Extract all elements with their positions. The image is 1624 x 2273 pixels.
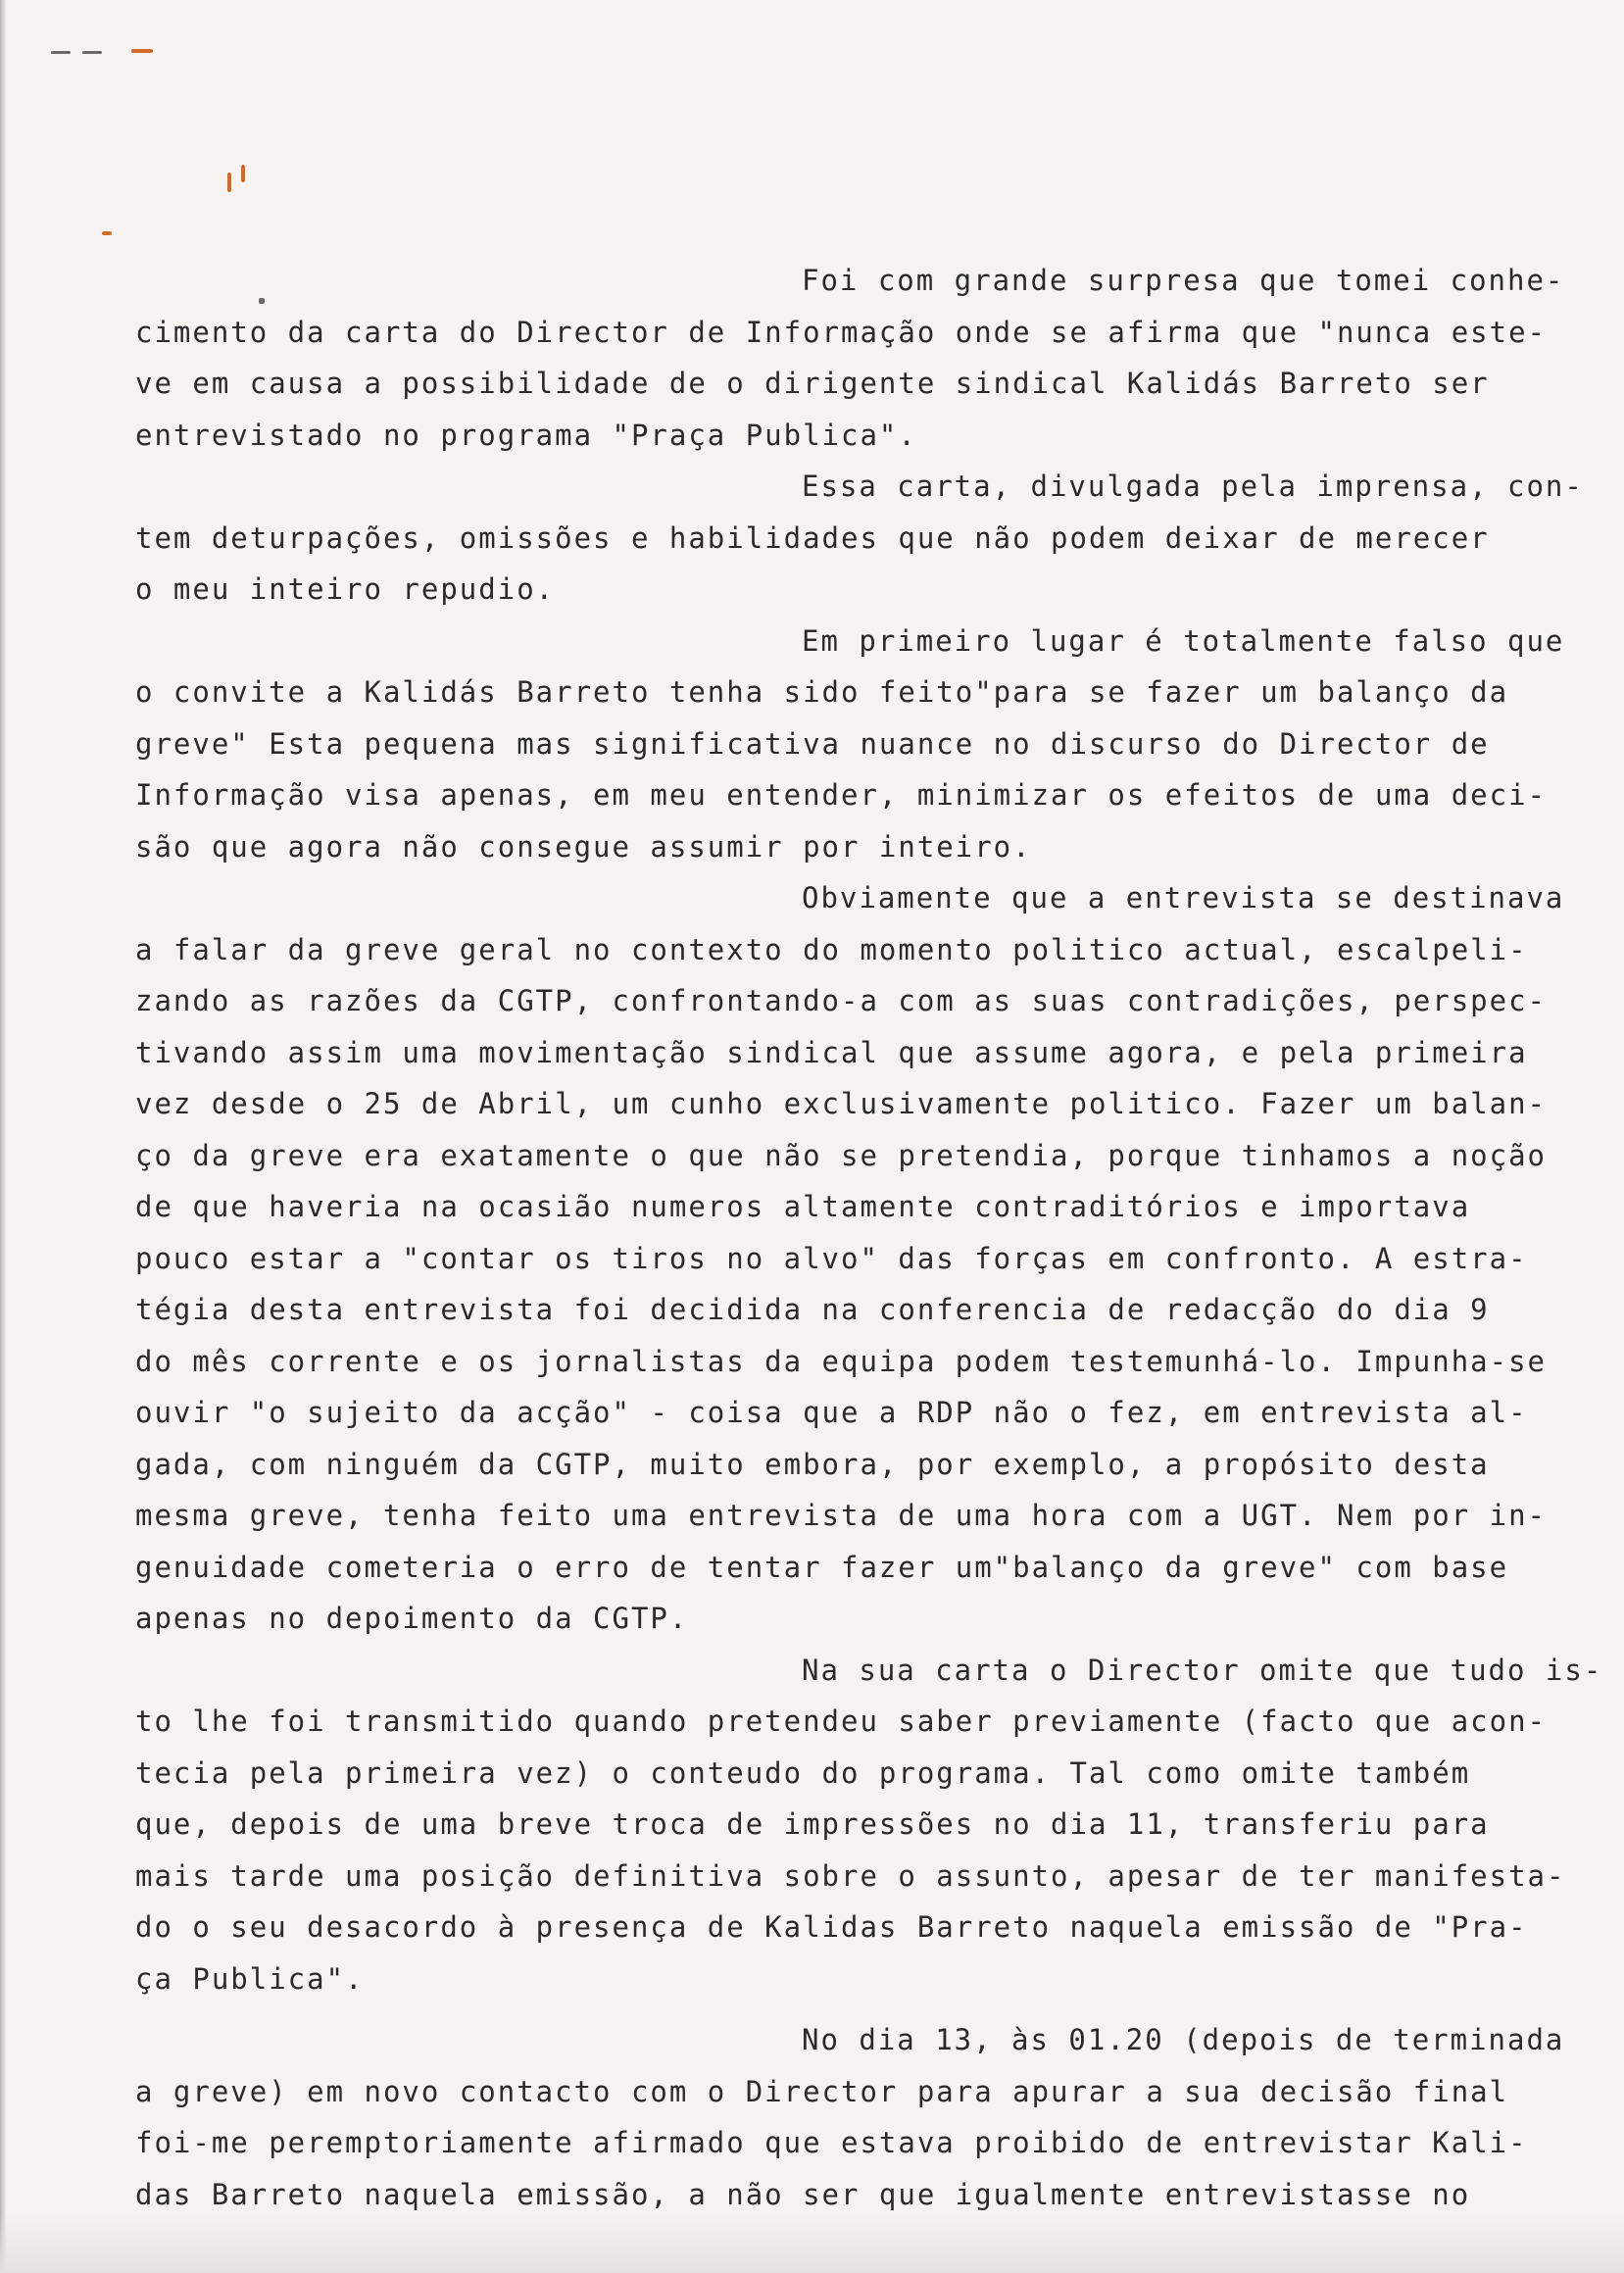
pen-mark-left-margin — [227, 173, 231, 192]
typed-line: vez desde o 25 de Abril, um cunho exclusivamente politico. Fazer um balan- — [135, 1087, 1548, 1120]
typed-line: do mês corrente e os jornalistas da equipa podem testemunhá-lo. Impunha-se — [135, 1344, 1548, 1378]
typed-line: tégia desta entrevista foi decidida na conferencia de redacção do dia 9 — [135, 1293, 1490, 1326]
typed-line: mesma greve, tenha feito uma entrevista de uma hora com a UGT. Nem por in- — [135, 1499, 1548, 1532]
typed-line: ve em causa a possibilidade de o dirigente sindical Kalidás Barreto ser — [135, 367, 1490, 400]
typed-line: Em primeiro lugar é totalmente falso que — [802, 623, 1565, 658]
typed-line: Obviamente que a entrevista se destinava — [802, 881, 1565, 914]
typed-line: Essa carta, divulgada pela imprensa, con- — [802, 469, 1584, 503]
typed-line: tecia pela primeira vez) o conteudo do programa. Tal como omite também — [135, 1755, 1471, 1790]
typed-line: entrevistado no programa "Praça Publica". — [135, 418, 917, 452]
typed-line: do o seu desacordo à presença de Kalidas Barreto naquela emissão de "Pra- — [135, 1910, 1528, 1944]
typed-line: zando as razões da CGTP, confrontando-a com as suas contradições, perspec- — [135, 984, 1548, 1017]
pen-mark-top-left — [82, 51, 102, 54]
typed-line: o meu inteiro repudio. — [135, 572, 556, 606]
typed-line: cimento da carta do Director de Informação onde se afirma que "nunca este- — [135, 315, 1548, 349]
pen-mark-left-margin — [241, 165, 245, 182]
typed-line: são que agora não consegue assumir por inteiro. — [135, 829, 1032, 864]
pen-mark-left-margin — [102, 231, 112, 235]
letter-body — [135, 255, 1605, 2220]
typed-line: gada, com ninguém da CGTP, muito embora, por exemplo, a propósito desta — [135, 1447, 1490, 1481]
typed-line: a falar da greve geral no contexto do momento politico actual, escalpeli- — [135, 932, 1528, 966]
typed-line: tem deturpações, omissões e habilidades que não podem deixar de merecer — [135, 520, 1490, 555]
typed-line: apenas no depoimento da CGTP. — [135, 1602, 689, 1635]
typed-line: ça Publica". — [135, 1961, 365, 1996]
typed-line: das Barreto naquela emissão, a não ser que igualmente entrevistasse no — [135, 2177, 1471, 2211]
typed-line: greve" Esta pequena mas significativa nuance no discurso do Director de — [135, 726, 1490, 761]
typed-line: Na sua carta o Director omite que tudo is- — [802, 1653, 1603, 1687]
typed-line: genuidade cometeria o erro de tentar fazer um"balanço da greve" com base — [135, 1550, 1509, 1584]
typed-line: ouvir "o sujeito da acção" - coisa que a RDP não o fez, em entrevista al- — [135, 1396, 1528, 1429]
typed-line: de que haveria na ocasião numeros altamente contraditórios e importava — [135, 1190, 1471, 1223]
typed-line: a greve) em novo contacto com o Director para apurar a sua decisão final — [135, 2074, 1509, 2108]
typed-line: No dia 13, às 01.20 (depois de terminada — [802, 2023, 1565, 2056]
typed-line: Foi com grande surpresa que tomei conhe- — [802, 264, 1565, 297]
typed-line: pouco estar a "contar os tiros no alvo" das forças em confronto. A estra- — [135, 1241, 1528, 1275]
typed-line: mais tarde uma posição definitiva sobre o assunto, apesar de ter manifesta- — [135, 1858, 1566, 1893]
typed-line: tivando assim uma movimentação sindical que assume agora, e pela primeira — [135, 1035, 1528, 1069]
pen-mark-top-left — [51, 51, 71, 54]
typed-line: to lhe foi transmitido quando pretendeu saber previamente (facto que acon- — [135, 1705, 1548, 1738]
typed-line: foi-me peremptoriamente afirmado que estava proibido de entrevistar Kali- — [135, 2126, 1528, 2159]
typed-line: ço da greve era exatamente o que não se pretendia, porque tinhamos a noção — [135, 1138, 1548, 1172]
typed-line: Informação visa apenas, em meu entender, minimizar os efeitos de uma deci- — [135, 778, 1548, 812]
typed-line: o convite a Kalidás Barreto tenha sido feito"para se fazer um balanço da — [135, 675, 1509, 709]
typed-line: que, depois de uma breve troca de impressões no dia 11, transferiu para — [135, 1807, 1490, 1841]
pen-mark-top-left — [131, 49, 153, 53]
